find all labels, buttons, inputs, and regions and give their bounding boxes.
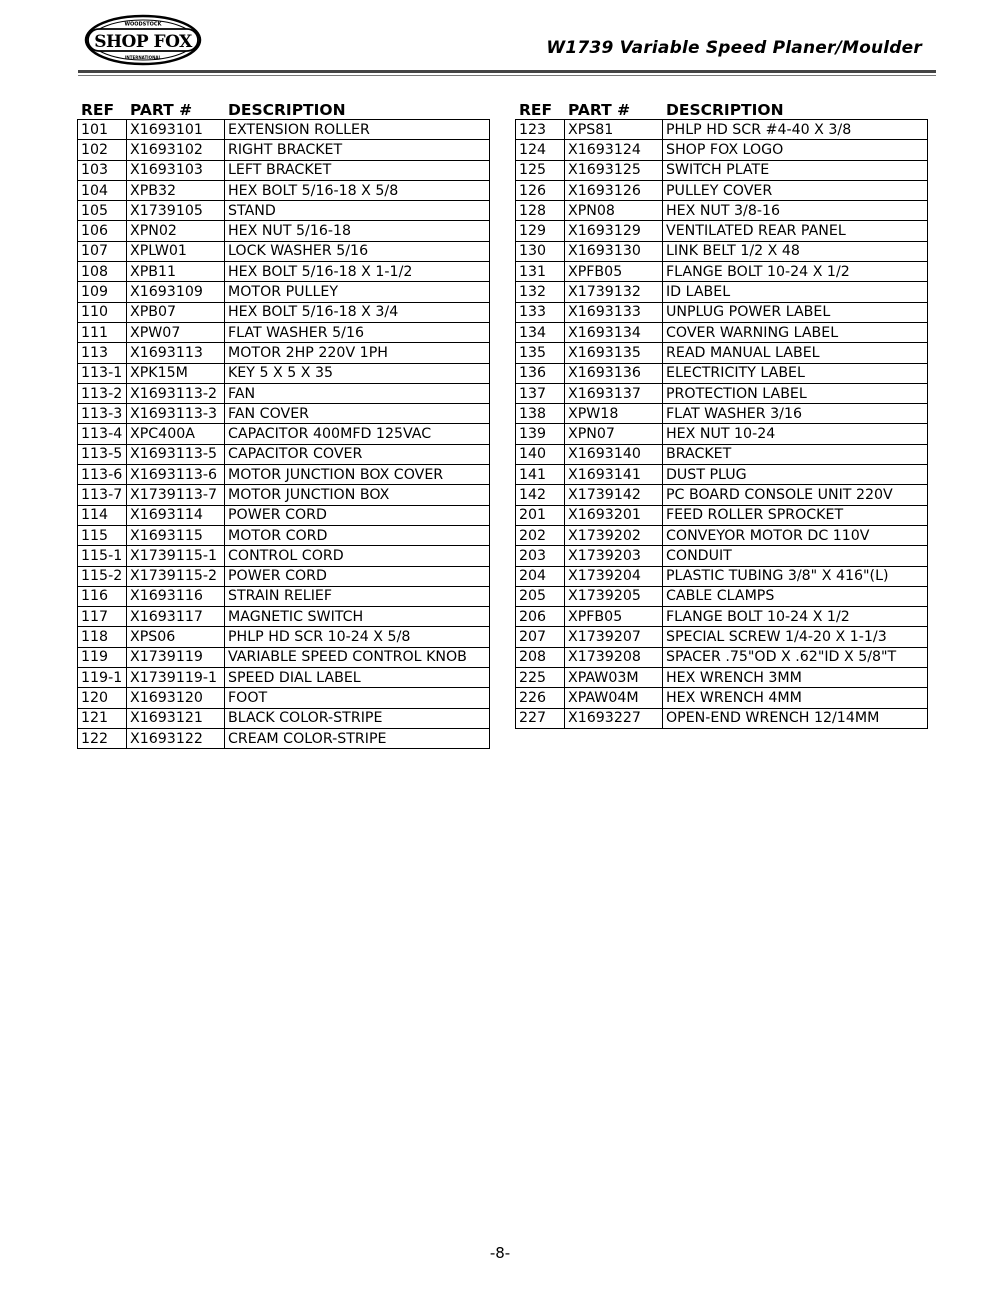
table-row xyxy=(516,465,928,485)
part-number-cell: XPB32 xyxy=(127,180,225,200)
ref-cell: 121 xyxy=(78,708,127,728)
description-cell: HEX BOLT 5/16-18 X 3/4 xyxy=(225,302,490,322)
table-row xyxy=(516,404,928,424)
description-cell: UNPLUG POWER LABEL xyxy=(663,302,928,322)
part-number-cell: X1739142 xyxy=(565,485,663,505)
part-number-cell: XPN08 xyxy=(565,201,663,221)
part-number-cell: X1693101 xyxy=(127,120,225,140)
table-row xyxy=(78,607,490,627)
part-number-cell: X1693201 xyxy=(565,505,663,525)
description-cell: EXTENSION ROLLER xyxy=(225,120,490,140)
description-cell: CONVEYOR MOTOR DC 110V xyxy=(663,525,928,545)
description-cell: PHLP HD SCR #4-40 X 3/8 xyxy=(663,120,928,140)
table-row xyxy=(78,221,490,241)
part-number-cell: XPW18 xyxy=(565,404,663,424)
ref-cell: 117 xyxy=(78,607,127,627)
ref-cell: 204 xyxy=(516,566,565,586)
ref-cell: 128 xyxy=(516,201,565,221)
ref-cell: 202 xyxy=(516,525,565,545)
ref-cell: 125 xyxy=(516,160,565,180)
description-cell: MOTOR JUNCTION BOX xyxy=(225,485,490,505)
table-row xyxy=(516,444,928,464)
table-row xyxy=(78,708,490,728)
table-row xyxy=(78,525,490,545)
ref-cell: 201 xyxy=(516,505,565,525)
table-row xyxy=(516,627,928,647)
document-title: W1739 Variable Speed Planer/Moulder xyxy=(546,38,922,58)
part-number-cell: X1693130 xyxy=(565,241,663,261)
ref-cell: 133 xyxy=(516,302,565,322)
description-cell: FLAT WASHER 3/16 xyxy=(663,404,928,424)
ref-cell: 134 xyxy=(516,322,565,342)
description-cell: CONTROL CORD xyxy=(225,546,490,566)
ref-cell: 118 xyxy=(78,627,127,647)
table-row xyxy=(78,343,490,363)
ref-cell: 108 xyxy=(78,262,127,282)
table-row xyxy=(516,485,928,505)
ref-cell: 113-7 xyxy=(78,485,127,505)
ref-cell: 103 xyxy=(78,160,127,180)
table-row xyxy=(78,383,490,403)
part-number-cell: X1693116 xyxy=(127,586,225,606)
table-row xyxy=(516,525,928,545)
description-cell: MOTOR CORD xyxy=(225,525,490,545)
header-rule-thin xyxy=(78,75,936,76)
description-cell: STRAIN RELIEF xyxy=(225,586,490,606)
table-row xyxy=(516,668,928,688)
table-row xyxy=(516,363,928,383)
logo-ring-bottom: INTERNATIONAL xyxy=(124,55,162,60)
table-row xyxy=(516,383,928,403)
table-row xyxy=(516,282,928,302)
table-row xyxy=(78,728,490,748)
table-row xyxy=(516,140,928,160)
ref-cell: 113-3 xyxy=(78,404,127,424)
part-number-cell: X1693113 xyxy=(127,343,225,363)
table-row xyxy=(78,140,490,160)
ref-cell: 130 xyxy=(516,241,565,261)
ref-cell: 101 xyxy=(78,120,127,140)
description-cell: HEX WRENCH 4MM xyxy=(663,688,928,708)
part-number-cell: X1693135 xyxy=(565,343,663,363)
table-row xyxy=(516,302,928,322)
ref-cell: 104 xyxy=(78,180,127,200)
table-row xyxy=(78,465,490,485)
description-cell: FLAT WASHER 5/16 xyxy=(225,322,490,342)
table-row xyxy=(78,241,490,261)
description-cell: PHLP HD SCR 10-24 X 5/8 xyxy=(225,627,490,647)
ref-cell: 113-6 xyxy=(78,465,127,485)
part-number-cell: XPS06 xyxy=(127,627,225,647)
description-cell: ELECTRICITY LABEL xyxy=(663,363,928,383)
table-row xyxy=(516,546,928,566)
description-cell: FAN xyxy=(225,383,490,403)
description-cell: MAGNETIC SWITCH xyxy=(225,607,490,627)
table-row xyxy=(516,120,928,140)
table-row xyxy=(516,343,928,363)
ref-cell: 208 xyxy=(516,647,565,667)
table-row xyxy=(78,201,490,221)
description-cell: FLANGE BOLT 10-24 X 1/2 xyxy=(663,262,928,282)
ref-cell: 225 xyxy=(516,668,565,688)
ref-cell: 105 xyxy=(78,201,127,221)
table-row xyxy=(516,201,928,221)
description-cell: COVER WARNING LABEL xyxy=(663,322,928,342)
ref-cell: 116 xyxy=(78,586,127,606)
part-number-cell: X1693129 xyxy=(565,221,663,241)
part-number-cell: XPFB05 xyxy=(565,607,663,627)
ref-cell: 139 xyxy=(516,424,565,444)
ref-cell: 113-2 xyxy=(78,383,127,403)
description-cell: ID LABEL xyxy=(663,282,928,302)
column-headers xyxy=(77,96,489,119)
table-row xyxy=(516,505,928,525)
description-cell: POWER CORD xyxy=(225,505,490,525)
description-cell: HEX BOLT 5/16-18 X 5/8 xyxy=(225,180,490,200)
description-cell: READ MANUAL LABEL xyxy=(663,343,928,363)
ref-cell: 142 xyxy=(516,485,565,505)
part-number-cell: X1739203 xyxy=(565,546,663,566)
description-cell: MOTOR PULLEY xyxy=(225,282,490,302)
logo-text: SHOP FOX xyxy=(94,32,192,52)
part-number-cell: X1693102 xyxy=(127,140,225,160)
ref-cell: 110 xyxy=(78,302,127,322)
table-row xyxy=(78,404,490,424)
table-row xyxy=(516,647,928,667)
description-cell: FOOT xyxy=(225,688,490,708)
part-number-cell: XPC400A xyxy=(127,424,225,444)
table-row xyxy=(78,282,490,302)
ref-cell: 136 xyxy=(516,363,565,383)
description-cell: CABLE CLAMPS xyxy=(663,586,928,606)
description-cell: FAN COVER xyxy=(225,404,490,424)
ref-cell: 227 xyxy=(516,708,565,728)
ref-cell: 107 xyxy=(78,241,127,261)
ref-cell: 203 xyxy=(516,546,565,566)
ref-cell: 119-1 xyxy=(78,668,127,688)
description-cell: HEX NUT 3/8-16 xyxy=(663,201,928,221)
ref-cell: 115-1 xyxy=(78,546,127,566)
ref-cell: 205 xyxy=(516,586,565,606)
shop-fox-logo xyxy=(84,14,202,66)
ref-cell: 111 xyxy=(78,322,127,342)
description-cell: PC BOARD CONSOLE UNIT 220V xyxy=(663,485,928,505)
part-header: PART # xyxy=(130,101,193,119)
ref-cell: 140 xyxy=(516,444,565,464)
table-row xyxy=(78,363,490,383)
table-row xyxy=(78,566,490,586)
table-row xyxy=(78,647,490,667)
description-cell: LINK BELT 1/2 X 48 xyxy=(663,241,928,261)
part-header: PART # xyxy=(568,101,631,119)
part-number-cell: X1693124 xyxy=(565,140,663,160)
description-cell: SWITCH PLATE xyxy=(663,160,928,180)
description-cell: MOTOR 2HP 220V 1PH xyxy=(225,343,490,363)
part-number-cell: X1739204 xyxy=(565,566,663,586)
description-cell: SHOP FOX LOGO xyxy=(663,140,928,160)
description-cell: PULLEY COVER xyxy=(663,180,928,200)
description-cell: BLACK COLOR-STRIPE xyxy=(225,708,490,728)
ref-cell: 132 xyxy=(516,282,565,302)
ref-cell: 114 xyxy=(78,505,127,525)
part-number-cell: X1693114 xyxy=(127,505,225,525)
part-number-cell: X1693122 xyxy=(127,728,225,748)
part-number-cell: X1693126 xyxy=(565,180,663,200)
description-cell: HEX WRENCH 3MM xyxy=(663,668,928,688)
description-cell: VARIABLE SPEED CONTROL KNOB xyxy=(225,647,490,667)
parts-list-right xyxy=(515,96,927,729)
ref-cell: 115 xyxy=(78,525,127,545)
part-number-cell: X1693103 xyxy=(127,160,225,180)
description-cell: MOTOR JUNCTION BOX COVER xyxy=(225,465,490,485)
table-row xyxy=(78,262,490,282)
header-rule xyxy=(78,70,936,73)
table-row xyxy=(516,322,928,342)
part-number-cell: XPAW04M xyxy=(565,688,663,708)
ref-cell: 113 xyxy=(78,343,127,363)
table-row xyxy=(78,424,490,444)
part-number-cell: X1693227 xyxy=(565,708,663,728)
table-row xyxy=(516,160,928,180)
ref-cell: 131 xyxy=(516,262,565,282)
description-cell: LEFT BRACKET xyxy=(225,160,490,180)
part-number-cell: X1739119-1 xyxy=(127,668,225,688)
part-number-cell: X1739132 xyxy=(565,282,663,302)
part-number-cell: X1739119 xyxy=(127,647,225,667)
part-number-cell: X1739115-1 xyxy=(127,546,225,566)
ref-cell: 115-2 xyxy=(78,566,127,586)
description-cell: SPECIAL SCREW 1/4-20 X 1-1/3 xyxy=(663,627,928,647)
part-number-cell: XPB07 xyxy=(127,302,225,322)
part-number-cell: X1739205 xyxy=(565,586,663,606)
description-cell: PLASTIC TUBING 3/8" X 416"(L) xyxy=(663,566,928,586)
part-number-cell: X1739105 xyxy=(127,201,225,221)
ref-cell: 122 xyxy=(78,728,127,748)
ref-cell: 135 xyxy=(516,343,565,363)
ref-cell: 113-4 xyxy=(78,424,127,444)
ref-cell: 206 xyxy=(516,607,565,627)
table-row xyxy=(516,241,928,261)
description-cell: POWER CORD xyxy=(225,566,490,586)
parts-list-left xyxy=(77,96,489,749)
part-number-cell: X1693125 xyxy=(565,160,663,180)
description-cell: DUST PLUG xyxy=(663,465,928,485)
ref-cell: 141 xyxy=(516,465,565,485)
description-cell: HEX NUT 10-24 xyxy=(663,424,928,444)
part-number-cell: X1739208 xyxy=(565,647,663,667)
table-row xyxy=(516,180,928,200)
description-header: DESCRIPTION xyxy=(666,101,784,119)
ref-cell: 102 xyxy=(78,140,127,160)
part-number-cell: X1693113-3 xyxy=(127,404,225,424)
description-header: DESCRIPTION xyxy=(228,101,346,119)
table-row xyxy=(516,221,928,241)
ref-cell: 106 xyxy=(78,221,127,241)
table-row xyxy=(78,505,490,525)
part-number-cell: XPW07 xyxy=(127,322,225,342)
ref-cell: 126 xyxy=(516,180,565,200)
table-row xyxy=(78,120,490,140)
description-cell: CONDUIT xyxy=(663,546,928,566)
table-row xyxy=(78,485,490,505)
part-number-cell: X1693113-6 xyxy=(127,465,225,485)
table-row xyxy=(78,322,490,342)
ref-header: REF xyxy=(81,101,115,119)
ref-cell: 109 xyxy=(78,282,127,302)
table-row xyxy=(516,688,928,708)
description-cell: VENTILATED REAR PANEL xyxy=(663,221,928,241)
table-row xyxy=(78,302,490,322)
description-cell: RIGHT BRACKET xyxy=(225,140,490,160)
parts-table-left xyxy=(77,119,490,749)
ref-cell: 137 xyxy=(516,383,565,403)
part-number-cell: XPK15M xyxy=(127,363,225,383)
ref-cell: 138 xyxy=(516,404,565,424)
table-row xyxy=(78,160,490,180)
description-cell: KEY 5 X 5 X 35 xyxy=(225,363,490,383)
table-row xyxy=(516,566,928,586)
description-cell: FLANGE BOLT 10-24 X 1/2 xyxy=(663,607,928,627)
table-row xyxy=(78,668,490,688)
ref-cell: 124 xyxy=(516,140,565,160)
table-row xyxy=(78,444,490,464)
part-number-cell: X1693134 xyxy=(565,322,663,342)
ref-cell: 123 xyxy=(516,120,565,140)
part-number-cell: X1693121 xyxy=(127,708,225,728)
table-row xyxy=(78,688,490,708)
table-row xyxy=(516,424,928,444)
part-number-cell: X1739113-7 xyxy=(127,485,225,505)
description-cell: FEED ROLLER SPROCKET xyxy=(663,505,928,525)
ref-cell: 113-5 xyxy=(78,444,127,464)
logo-ring-top: WOODSTOCK xyxy=(124,21,162,28)
table-row xyxy=(516,586,928,606)
part-number-cell: XPB11 xyxy=(127,262,225,282)
part-number-cell: X1739115-2 xyxy=(127,566,225,586)
part-number-cell: X1693113-5 xyxy=(127,444,225,464)
part-number-cell: XPN07 xyxy=(565,424,663,444)
part-number-cell: XPLW01 xyxy=(127,241,225,261)
table-row xyxy=(78,586,490,606)
part-number-cell: X1693115 xyxy=(127,525,225,545)
ref-cell: 113-1 xyxy=(78,363,127,383)
description-cell: BRACKET xyxy=(663,444,928,464)
description-cell: PROTECTION LABEL xyxy=(663,383,928,403)
description-cell: HEX NUT 5/16-18 xyxy=(225,221,490,241)
description-cell: OPEN-END WRENCH 12/14MM xyxy=(663,708,928,728)
table-row xyxy=(516,262,928,282)
table-row xyxy=(78,627,490,647)
part-number-cell: X1739202 xyxy=(565,525,663,545)
part-number-cell: XPAW03M xyxy=(565,668,663,688)
description-cell: SPEED DIAL LABEL xyxy=(225,668,490,688)
ref-cell: 120 xyxy=(78,688,127,708)
parts-table-right xyxy=(515,119,928,729)
ref-cell: 119 xyxy=(78,647,127,667)
part-number-cell: X1693133 xyxy=(565,302,663,322)
description-cell: CAPACITOR 400MFD 125VAC xyxy=(225,424,490,444)
description-cell: CAPACITOR COVER xyxy=(225,444,490,464)
part-number-cell: X1739207 xyxy=(565,627,663,647)
column-headers xyxy=(515,96,927,119)
ref-cell: 226 xyxy=(516,688,565,708)
table-row xyxy=(516,607,928,627)
part-number-cell: X1693113-2 xyxy=(127,383,225,403)
ref-cell: 129 xyxy=(516,221,565,241)
part-number-cell: X1693120 xyxy=(127,688,225,708)
ref-cell: 207 xyxy=(516,627,565,647)
description-cell: STAND xyxy=(225,201,490,221)
part-number-cell: XPS81 xyxy=(565,120,663,140)
part-number-cell: XPN02 xyxy=(127,221,225,241)
description-cell: CREAM COLOR-STRIPE xyxy=(225,728,490,748)
page-number: -8- xyxy=(489,1244,511,1262)
description-cell: LOCK WASHER 5/16 xyxy=(225,241,490,261)
table-row xyxy=(78,546,490,566)
description-cell: HEX BOLT 5/16-18 X 1-1/2 xyxy=(225,262,490,282)
part-number-cell: X1693141 xyxy=(565,465,663,485)
ref-header: REF xyxy=(519,101,553,119)
part-number-cell: XPFB05 xyxy=(565,262,663,282)
part-number-cell: X1693137 xyxy=(565,383,663,403)
table-row xyxy=(516,708,928,728)
description-cell: SPACER .75"OD X .62"ID X 5/8"T xyxy=(663,647,928,667)
part-number-cell: X1693140 xyxy=(565,444,663,464)
part-number-cell: X1693136 xyxy=(565,363,663,383)
part-number-cell: X1693109 xyxy=(127,282,225,302)
table-row xyxy=(78,180,490,200)
part-number-cell: X1693117 xyxy=(127,607,225,627)
